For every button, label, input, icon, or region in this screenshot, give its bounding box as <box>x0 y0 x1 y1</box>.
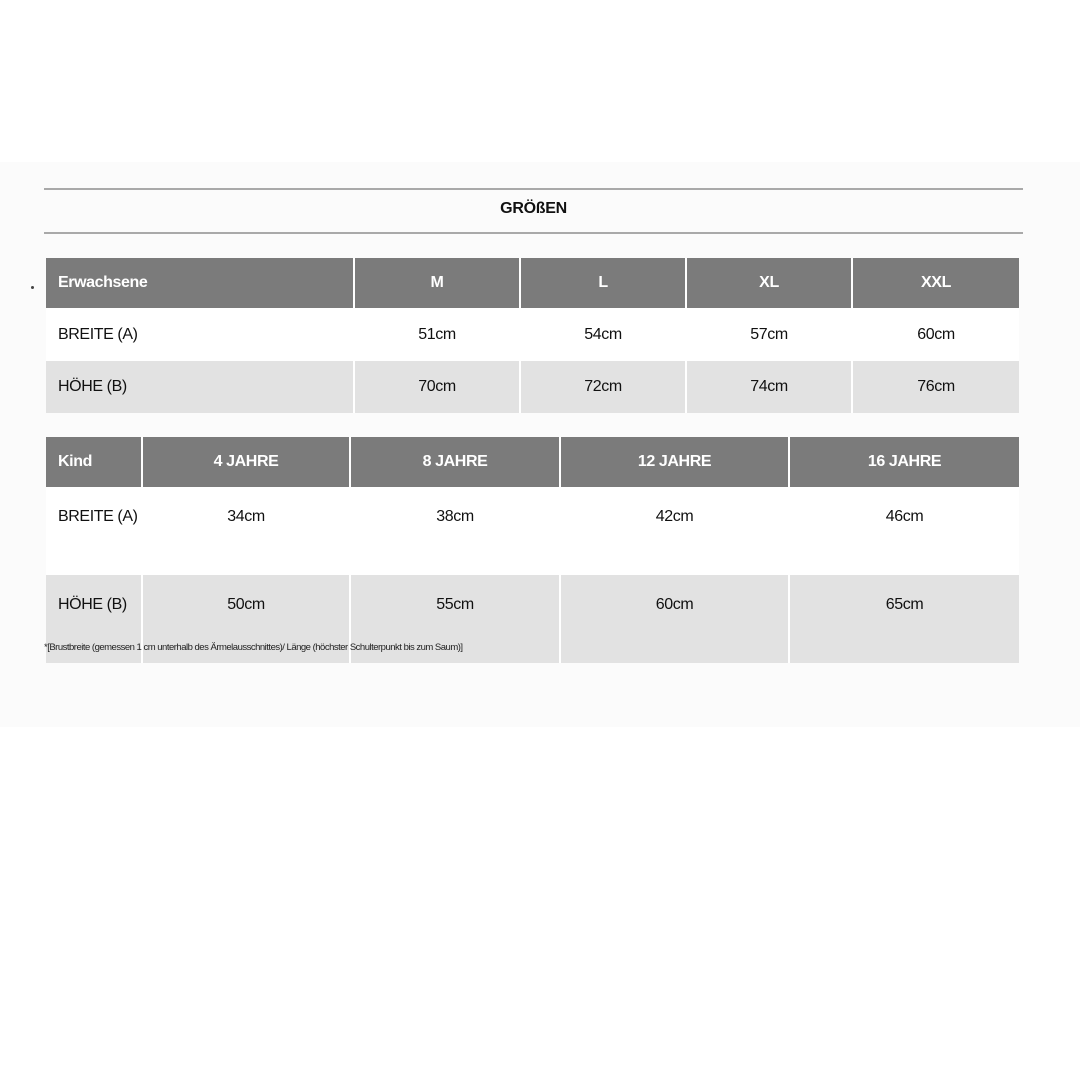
column-header-12-jahre: 12 JAHRE <box>560 437 789 487</box>
bullet-dot <box>31 286 34 289</box>
table-cell: 60cm <box>852 308 1019 361</box>
table-header-row <box>46 258 1019 308</box>
kid-size-table <box>46 437 1019 663</box>
column-header-xl: XL <box>686 258 852 308</box>
column-header-16-jahre: 16 JAHRE <box>789 437 1019 487</box>
table-row <box>46 361 1019 413</box>
table-cell: 76cm <box>852 361 1019 413</box>
column-header-erwachsene: Erwachsene <box>46 258 354 308</box>
table-cell: 57cm <box>686 308 852 361</box>
table-cell: 54cm <box>520 308 686 361</box>
top-divider <box>44 188 1023 190</box>
table-cell: 34cm <box>142 487 350 575</box>
column-header-xxl: XXL <box>852 258 1019 308</box>
row-label: BREITE (A) <box>46 308 354 361</box>
column-header-kind: Kind <box>46 437 142 487</box>
page-title: GRÖßEN <box>500 200 567 217</box>
table-cell: 50cm <box>142 575 350 663</box>
table-cell: 42cm <box>560 487 789 575</box>
column-header-4-jahre: 4 JAHRE <box>142 437 350 487</box>
column-header-l: L <box>520 258 686 308</box>
adult-size-table <box>46 258 1019 413</box>
table-cell: 38cm <box>350 487 560 575</box>
table-cell: 65cm <box>789 575 1019 663</box>
table-header-row <box>46 437 1019 487</box>
measurement-footnote: *[Brustbreite (gemessen 1 cm unterhalb des Ärmelausschnittes)/ Länge (höchster Schulterpunkt bis zum Saum)] <box>44 642 463 653</box>
column-header-m: M <box>354 258 520 308</box>
table-cell: 74cm <box>686 361 852 413</box>
table-cell: 60cm <box>560 575 789 663</box>
bottom-divider <box>44 232 1023 234</box>
table-cell: 72cm <box>520 361 686 413</box>
table-row <box>46 487 1019 575</box>
column-header-8-jahre: 8 JAHRE <box>350 437 560 487</box>
table-cell: 55cm <box>350 575 560 663</box>
table-cell: 70cm <box>354 361 520 413</box>
table-row <box>46 308 1019 361</box>
row-label: HÖHE (B) <box>46 575 142 663</box>
table-cell: 46cm <box>789 487 1019 575</box>
row-label: BREITE (A) <box>46 487 142 575</box>
row-label: HÖHE (B) <box>46 361 354 413</box>
table-cell: 51cm <box>354 308 520 361</box>
